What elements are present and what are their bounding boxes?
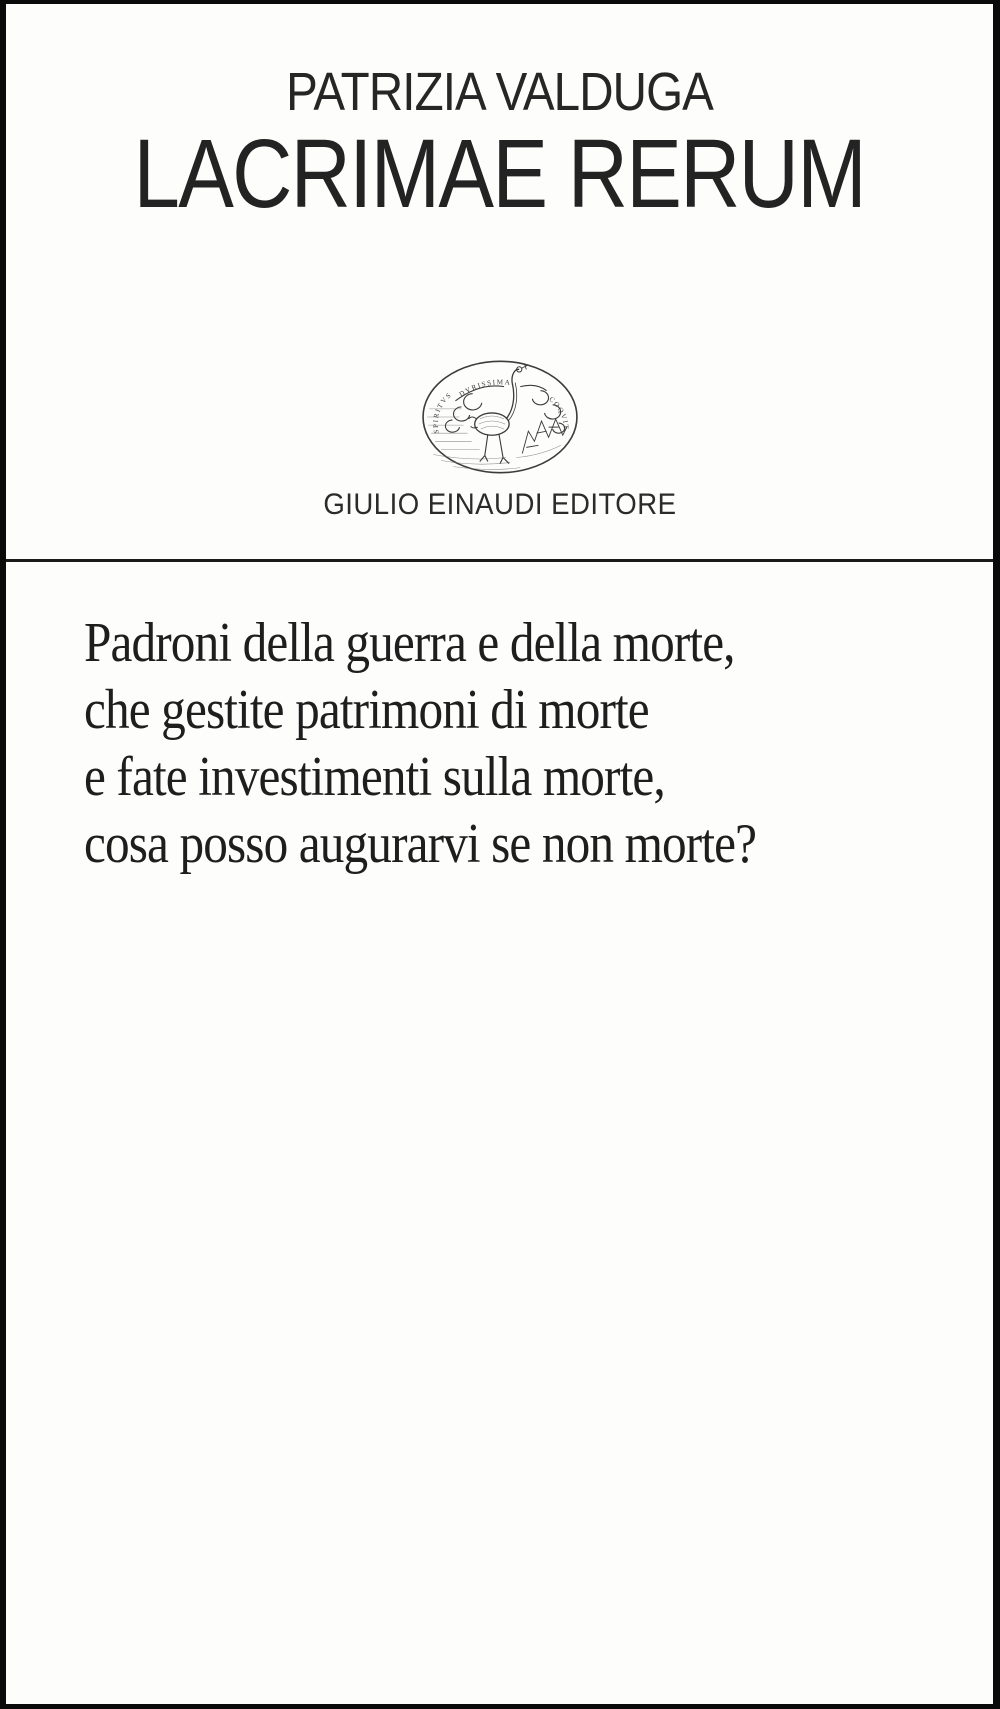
emblem-motto-right: COQVIT (546, 395, 570, 431)
emblem-motto-top: DVRISSIMA (457, 378, 512, 399)
poem-line-3: e fate investimenti sulla morte, (84, 746, 665, 808)
svg-text:SPIRITVS (431, 391, 453, 434)
poem-line-1: Padroni della guerra e della morte, (84, 612, 735, 674)
author-name: PATRIZIA VALDUGA (286, 62, 713, 122)
author-band (6, 64, 993, 120)
cover-paper (6, 4, 993, 1704)
emblem-motto-left: SPIRITVS (431, 390, 454, 435)
publisher-band (6, 490, 993, 520)
title-band (6, 119, 993, 228)
poem-block (84, 610, 848, 878)
horizontal-rule (6, 559, 993, 562)
book-title: LACRIMAE RERUM (133, 119, 866, 228)
poem-line-2: che gestite patrimoni di morte (84, 679, 649, 741)
publisher-name: GIULIO EINAUDI EDITORE (322, 488, 677, 521)
einaudi-ostrich-emblem-icon (419, 356, 581, 478)
svg-text:DVRISSIMA (457, 378, 511, 398)
poem-line-4: cosa posso augurarvi se non morte? (84, 813, 757, 875)
